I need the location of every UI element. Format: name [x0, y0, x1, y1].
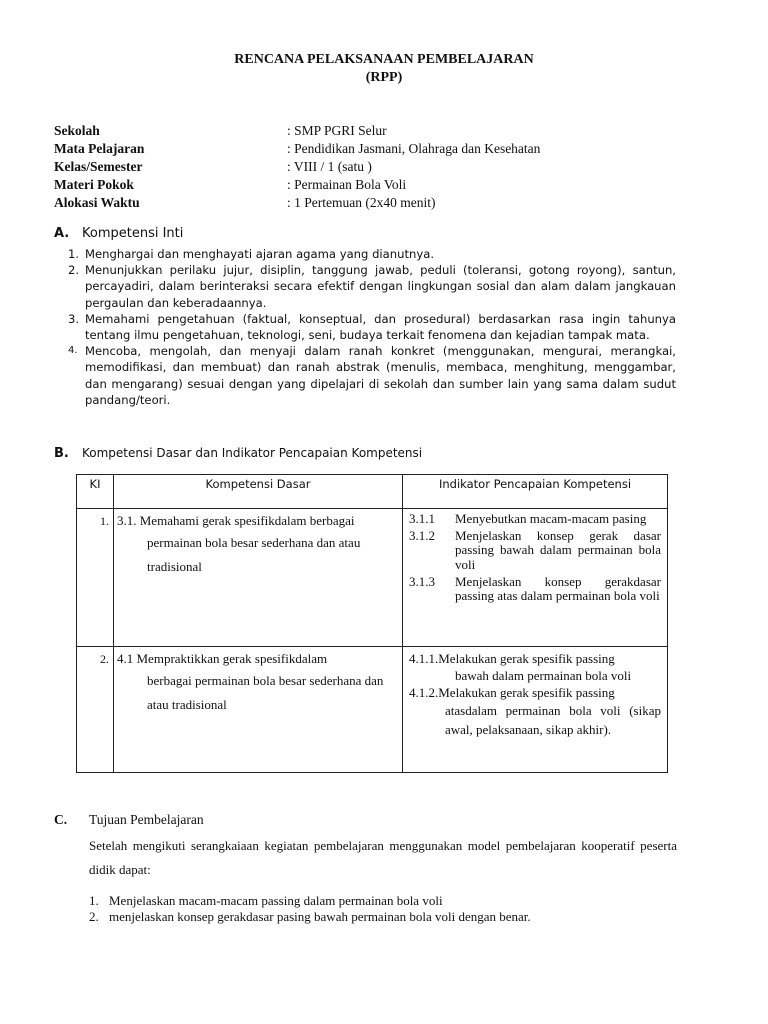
identity-block: [54, 122, 674, 212]
item-number: 4.: [68, 345, 78, 357]
info-value: : 1 Pertemuan (2x40 menit): [287, 195, 436, 210]
item-text: Menunjukkan perilaku jujur, disiplin, tanggung jawab, peduli (toleransi, gotong royong), santun, percayadiri, dalam berinteraksi secara efektif dengan lingkungan sosial dan alam dalam jangkauan pergaulan dan keberadaannya.: [85, 263, 676, 310]
indicator-code: 3.1.1: [409, 511, 435, 526]
indicator-item: [409, 529, 661, 572]
section-letter: C.: [54, 812, 68, 827]
indicator-item: [409, 512, 661, 526]
indicator-code: 3.1.2: [409, 528, 435, 544]
indicator-item: [409, 575, 661, 603]
table-header-ki: KI: [77, 475, 114, 509]
list-item: [89, 893, 531, 909]
table-header-row: [77, 475, 668, 509]
list-item: [89, 909, 531, 925]
item-text: menjelaskan konsep gerakdasar pasing bawah permainan bola voli dengan benar.: [109, 909, 531, 924]
item-text: Menjelaskan macam-macam passing dalam permainan bola voli: [109, 893, 443, 908]
table-header-indicator: Indikator Pencapaian Kompetensi: [403, 475, 668, 509]
learning-objective-list: [89, 893, 531, 925]
info-value: : VIII / 1 (satu ): [287, 159, 372, 174]
info-value: : SMP PGRI Selur: [287, 123, 387, 138]
indicator-text: Melakukan gerak spesifik passing: [438, 685, 615, 700]
item-text: Memahami pengetahuan (faktual, konseptual, dan prosedural) berdasarkan rasa ingin tahunya tentang ilmu pengetahuan, teknologi, seni, budaya terkait fenomena dan kejadian tampak mata.: [85, 311, 676, 343]
learning-objective-intro: Setelah mengikuti serangkaiaan kegiatan pembelajaran menggunakan model pembelajaran kooperatif peserta didik dapat:: [89, 838, 677, 877]
item-text: Menghargai dan menghayati ajaran agama yang dianutnya.: [85, 247, 435, 261]
list-item: [68, 246, 676, 262]
kd-rest: permainan bola besar sederhana dan atau tradisional: [147, 535, 361, 574]
indicator-code: 3.1.3: [409, 573, 435, 589]
info-row-school: [54, 122, 674, 140]
section-title: Kompetensi Dasar dan Indikator Pencapaian Kompetensi: [82, 446, 423, 460]
kd-rest: berbagai permainan bola besar sederhana dan atau tradisional: [147, 673, 384, 712]
list-item: [68, 262, 676, 311]
item-number: 2.: [68, 263, 80, 278]
kd-first-line: 3.1. Memahami gerak spesifikdalam berbagai: [117, 513, 355, 528]
info-row-class: [54, 158, 674, 176]
indicator-item: [409, 684, 661, 739]
indicator-text: Menyebutkan macam-macam pasing: [455, 511, 647, 526]
indicator-text: Menjelaskan konsep gerakdasar passing atas dalam permainan bola voli: [455, 573, 661, 604]
section-letter: A.: [54, 226, 70, 241]
basic-competency-cell: [114, 509, 403, 647]
indicator-text: Menjelaskan konsep gerak dasar passing bawah dalam permainan bola voli: [455, 528, 661, 572]
list-item: [68, 311, 676, 343]
info-label: Mata Pelajaran: [54, 141, 145, 156]
list-item: [68, 343, 676, 408]
info-value: : Permainan Bola Voli: [287, 177, 407, 192]
info-label: Kelas/Semester: [54, 159, 143, 174]
indicator-text: Melakukan gerak spesifik passing: [438, 651, 615, 666]
row-number: 1.: [77, 509, 114, 647]
indicator-item: [409, 650, 661, 684]
info-row-time: [54, 194, 674, 212]
info-row-topic: [54, 176, 674, 194]
indicator-cell: [403, 509, 668, 647]
info-label: Sekolah: [54, 123, 100, 138]
indicator-code: 4.1.2.: [409, 685, 439, 700]
row-number: 2.: [77, 647, 114, 773]
info-row-subject: [54, 140, 674, 158]
info-label: Alokasi Waktu: [54, 195, 140, 210]
section-title: Tujuan Pembelajaran: [89, 812, 204, 827]
indicator-cell: [403, 647, 668, 773]
indicator-text-rest: atasdalam permainan bola voli (sikap awal, pelaksanaan, sikap akhir).: [445, 703, 661, 737]
item-number: 3.: [68, 311, 80, 326]
document-subtitle: (RPP): [365, 70, 403, 85]
info-value: : Pendidikan Jasmani, Olahraga dan Kesehatan: [287, 141, 541, 156]
table-header-kd: Kompetensi Dasar: [114, 475, 403, 509]
document-title: RENCANA PELAKSANAAN PEMBELAJARAN: [234, 52, 534, 67]
item-number: 1.: [68, 247, 80, 261]
item-text: Mencoba, mengolah, dan menyaji dalam ranah konkret (menggunakan, mengurai, merangkai, memodifikasi, dan membuat) dan ranah abstrak (menulis, membaca, menghitung, menggambar, dan mengarang) sesuai dengan yang dipelajari di sekolah dan sumber lain yang sama dalam sudut pandang/teori.: [85, 344, 676, 407]
core-competency-list: [68, 246, 676, 408]
basic-competency-cell: [114, 647, 403, 773]
indicator-text-rest: bawah dalam permainan bola voli: [455, 668, 632, 683]
item-number: 2.: [89, 909, 99, 924]
kd-first-line: 4.1 Mempraktikkan gerak spesifikdalam: [117, 651, 328, 666]
indicator-code: 4.1.1.: [409, 651, 439, 666]
competency-table: [76, 474, 668, 773]
table-row: [77, 647, 668, 773]
table-row: [77, 509, 668, 647]
section-title: Kompetensi Inti: [82, 226, 184, 241]
item-number: 1.: [89, 893, 99, 908]
info-label: Materi Pokok: [54, 177, 134, 192]
section-letter: B.: [54, 446, 69, 461]
